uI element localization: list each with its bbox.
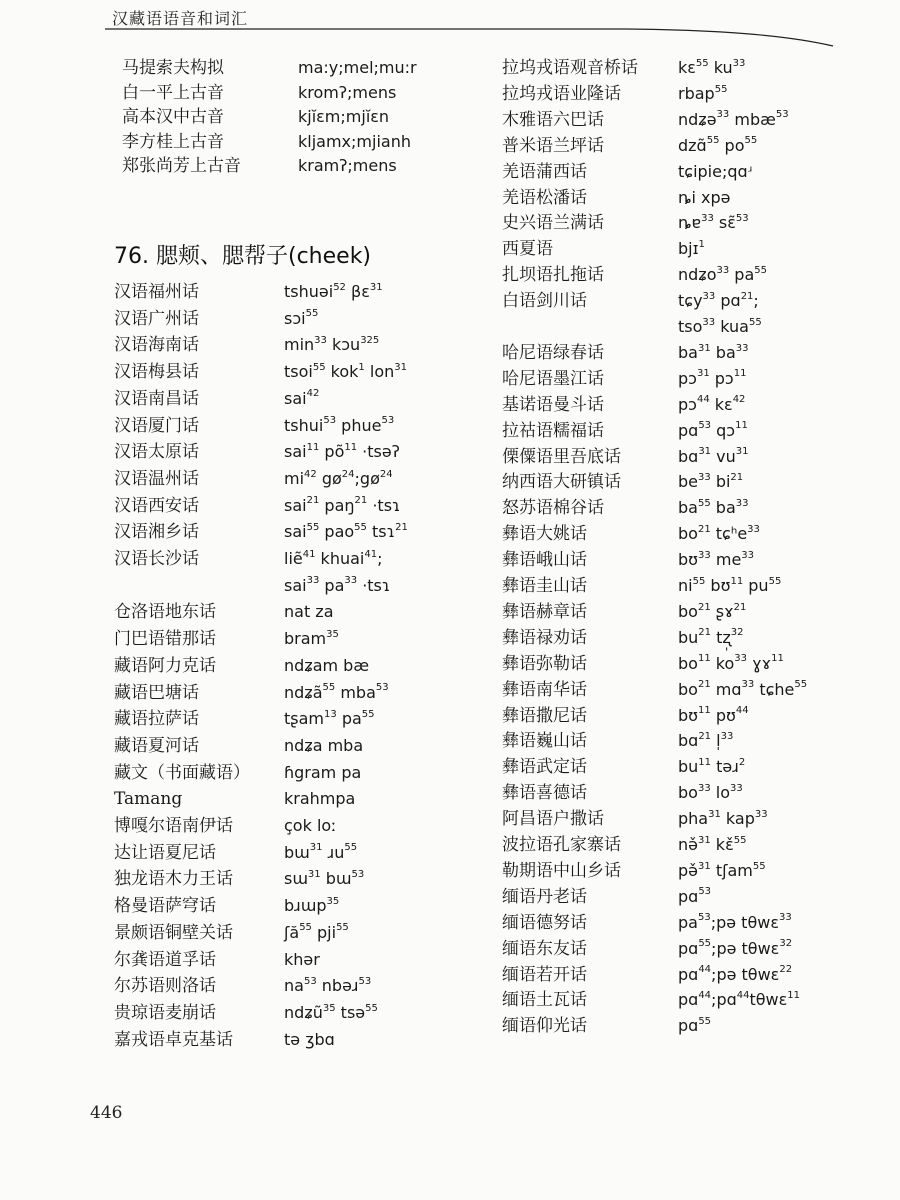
language-name: 拉坞戎语观音桥话 bbox=[502, 58, 638, 78]
language-name: 汉语湘乡话 bbox=[114, 522, 199, 543]
word-form: sai$^{33}$ $pa^{33}$ ·tsɿ bbox=[284, 575, 391, 595]
language-name: 缅语东友话 bbox=[502, 938, 587, 959]
word-form: tso$^{33}$ kua$^{55}$ bbox=[678, 316, 762, 336]
language-name: 勒期语中山乡话 bbox=[502, 860, 621, 881]
header-rule bbox=[105, 28, 835, 50]
language-name: 汉语长沙话 bbox=[114, 549, 199, 569]
word-form: tɕipie;qɑʴ bbox=[678, 161, 753, 181]
language-name: 史兴语兰满话 bbox=[502, 213, 604, 234]
word-form: khər bbox=[284, 949, 320, 969]
language-name: 藏文（书面藏语） bbox=[114, 762, 250, 783]
language-name: 西夏语 bbox=[502, 239, 553, 260]
language-name: 藏语夏河话 bbox=[114, 735, 199, 756]
word-form: çok loː bbox=[284, 816, 337, 835]
word-form: kɛ$^{55}$ $ku^{33}$ bbox=[678, 57, 746, 77]
word-form: tə ʒbɑ bbox=[284, 1029, 335, 1049]
language-name: 汉语厦门话 bbox=[114, 415, 199, 436]
word-form: tshui$^{53}$ phue$^{53}$ bbox=[284, 415, 395, 435]
word-form: bɹɯp$^{35}$ bbox=[284, 895, 340, 916]
language-name: 羌语松潘话 bbox=[502, 187, 587, 208]
running-head: 汉藏语语音和词汇 bbox=[112, 9, 249, 28]
language-name: 拉祜语糯福话 bbox=[502, 420, 604, 441]
language-name: 普米语兰坪话 bbox=[502, 135, 604, 156]
section-title bbox=[114, 239, 371, 270]
word-form: $bo^{21}$ tɕʰe$^{33}$ bbox=[678, 523, 760, 544]
word-form: ȵi xpə bbox=[678, 187, 731, 207]
language-name: 汉语南昌话 bbox=[114, 388, 199, 409]
language-name: Tamang bbox=[114, 789, 183, 810]
language-name: 彝语武定话 bbox=[502, 757, 587, 778]
word-form: ndʑo$^{33}$ $pa^{55}$ bbox=[678, 264, 767, 285]
word-form: tsoi$^{55}$ kok$^1$ lon$^{31}$ bbox=[284, 361, 407, 382]
language-name: 基诺语曼斗话 bbox=[502, 394, 604, 415]
word-form: pɑ$^{44}$;pə tθwɛ$^{22}$ bbox=[678, 964, 793, 984]
word-form: tshuəi$^{52}$ βɛ$^{31}$ bbox=[284, 281, 383, 301]
word-form: $be^{33}$ $bi^{21}$ bbox=[678, 472, 744, 492]
word-form: pə̌$^{31}$ tʃam$^{55}$ bbox=[678, 860, 766, 880]
word-form: kromʔ;mens bbox=[298, 82, 397, 102]
word-form: $bu^{21}$ tʐ̩$^{32}$ bbox=[678, 627, 744, 647]
word-form: $bo^{21}$ ʂɤ$^{21}$ bbox=[678, 601, 747, 621]
language-name: 彝语圭山话 bbox=[502, 576, 587, 596]
language-name: 哈尼语墨江话 bbox=[502, 368, 604, 389]
word-form: kramʔ;mens bbox=[298, 156, 397, 175]
language-name: 纳西语大研镇话 bbox=[502, 472, 621, 493]
word-form: bjɪ$^1$ bbox=[678, 238, 705, 259]
word-form: pɑ$^{53}$ bbox=[678, 886, 712, 906]
word-form: $ba^{55}$ $ba^{33}$ bbox=[678, 497, 749, 518]
language-name: 哈尼语绿春话 bbox=[502, 342, 604, 363]
word-form: rbap$^{55}$ bbox=[678, 83, 728, 103]
language-name: 彝语撒尼话 bbox=[502, 705, 587, 726]
word-form: pɔ$^{44}$ kɛ$^{42}$ bbox=[678, 394, 746, 414]
word-form: ndʑũ$^{35}$ tsə$^{55}$ bbox=[284, 1002, 378, 1022]
language-name: 汉语广州话 bbox=[114, 308, 199, 329]
section-number: 76. bbox=[114, 244, 149, 269]
word-form: sai$^{55}$ pao$^{55}$ tsɿ$^{21}$ bbox=[284, 521, 408, 542]
word-form: krahmpa bbox=[284, 789, 356, 809]
language-name: 波拉语孔家寨话 bbox=[502, 835, 621, 855]
word-form: ȵɐ$^{33}$ sɛ̃$^{53}$ bbox=[678, 213, 749, 233]
language-name: 拉坞戎语业隆话 bbox=[502, 83, 621, 104]
language-name: 汉语西安话 bbox=[114, 495, 199, 516]
word-form: $bo^{33}$ $lo^{33}$ bbox=[678, 782, 743, 803]
word-form: kljamx;mjianh bbox=[298, 131, 411, 151]
language-name: 达让语夏尼话 bbox=[114, 842, 216, 863]
word-form: $ba^{31}$ $ba^{33}$ bbox=[678, 342, 749, 362]
word-form: ndʑə$^{33}$ mbæ$^{53}$ bbox=[678, 109, 789, 129]
word-form: ndʑa mba bbox=[284, 735, 364, 755]
word-form: bʊ$^{11}$ pʊ$^{44}$ bbox=[678, 705, 749, 725]
language-name: 缅语丹老话 bbox=[502, 886, 587, 907]
word-form: ndʑam bæ bbox=[284, 655, 370, 675]
word-form: bɑ$^{21}$ l̩$^{33}$ bbox=[678, 731, 734, 751]
language-name: 汉语海南话 bbox=[114, 335, 199, 356]
word-form: pɑ$^{53}$ qɔ$^{11}$ bbox=[678, 420, 748, 440]
language-name: 藏语巴塘话 bbox=[114, 682, 199, 703]
language-name: 羌语蒲西话 bbox=[502, 161, 587, 182]
language-name: 汉语太原话 bbox=[114, 442, 199, 463]
word-form: $bo^{11}$ $ko^{33}$ ɣɤ$^{11}$ bbox=[678, 653, 784, 673]
word-form: tʂam$^{13}$ $pa^{55}$ bbox=[284, 708, 375, 729]
language-name: 尔苏语则洛话 bbox=[114, 976, 216, 997]
language-name: 缅语若开话 bbox=[502, 964, 587, 985]
language-name: 怒苏语棉谷话 bbox=[502, 498, 604, 519]
language-name: 嘉戎语卓克基话 bbox=[114, 1029, 233, 1050]
section-heading: 腮颊、腮帮子(cheek) bbox=[156, 244, 372, 269]
language-name: 缅语仰光话 bbox=[502, 1016, 587, 1037]
language-name: 缅语土瓦话 bbox=[502, 990, 587, 1011]
word-form: $na^{53}$ nbəɹ$^{53}$ bbox=[284, 975, 372, 996]
language-name: 高本汉中古音 bbox=[122, 107, 224, 127]
word-form: ɦgram pa bbox=[284, 762, 362, 782]
language-name: 彝语弥勒话 bbox=[502, 653, 587, 674]
word-form: dzɑ̃$^{55}$ $po^{55}$ bbox=[678, 135, 758, 155]
language-name: 木雅语六巴话 bbox=[502, 109, 604, 130]
word-form: bɑ$^{31}$ $vu^{31}$ bbox=[678, 446, 749, 466]
word-form: ndʑã$^{55}$ mba$^{53}$ bbox=[284, 682, 389, 702]
language-name: 藏语拉萨话 bbox=[114, 709, 199, 730]
language-name: 彝语巍山话 bbox=[502, 731, 587, 752]
language-name: 藏语阿力克话 bbox=[114, 655, 216, 676]
word-form: sai$^{11}$ $põ^{11}$ ·tsəʔ bbox=[284, 441, 400, 462]
language-name: 白一平上古音 bbox=[122, 82, 224, 103]
language-name: 仓洛语地东话 bbox=[114, 602, 216, 623]
language-name: 彝语禄劝话 bbox=[502, 627, 587, 648]
language-name: 独龙语木力王话 bbox=[114, 869, 233, 890]
language-name: 彝语喜德话 bbox=[502, 783, 587, 804]
language-name: 彝语大姚话 bbox=[502, 524, 587, 545]
page-number: 446 bbox=[90, 1103, 123, 1123]
language-name: 马提索夫构拟 bbox=[122, 58, 224, 78]
language-name: 贵琼语麦崩话 bbox=[114, 1002, 216, 1023]
language-name: 格曼语萨穹话 bbox=[114, 896, 216, 917]
word-form: sai$^{42}$ bbox=[284, 388, 320, 408]
word-form: sɔi$^{55}$ bbox=[284, 308, 319, 328]
word-form: pɔ$^{31}$ pɔ$^{11}$ bbox=[678, 368, 747, 388]
language-name: 郑张尚芳上古音 bbox=[122, 156, 241, 176]
language-name: 傈僳语里吾底话 bbox=[502, 446, 621, 467]
language-name: 汉语福州话 bbox=[114, 282, 199, 302]
word-form: pɑ$^{44}$;pɑ$^{44}$tθwɛ$^{11}$ bbox=[678, 990, 801, 1010]
language-name: 汉语梅县话 bbox=[114, 362, 199, 383]
word-form: $ni^{55}$ bʊ$^{11}$ $pu^{55}$ bbox=[678, 575, 782, 595]
language-name: 彝语赫章话 bbox=[502, 601, 587, 622]
word-form: bɯ$^{31}$ ɹu$^{55}$ bbox=[284, 842, 358, 862]
word-form: pɑ$^{55}$ bbox=[678, 1015, 712, 1036]
word-form: $mi^{42}$ $gø^{24};gø^{24}$ bbox=[284, 468, 393, 488]
word-form: $bo^{21}$ mɑ$^{33}$ tɕhe$^{55}$ bbox=[678, 679, 808, 699]
language-name: 扎坝语扎拖话 bbox=[502, 265, 604, 286]
word-form: $pa^{53};pə$ tθwɛ$^{33}$ bbox=[678, 912, 792, 932]
word-form: bram$^{35}$ bbox=[284, 628, 339, 649]
word-form: $bu^{11}$ təɹ$^2$ bbox=[678, 756, 746, 777]
language-name: 门巴语错那话 bbox=[114, 629, 216, 650]
language-name: 汉语温州话 bbox=[114, 468, 199, 489]
word-form: sai$^{21}$ paŋ$^{21}$ ·tsɿ bbox=[284, 495, 401, 515]
language-name: 博嘎尔语南伊话 bbox=[114, 816, 233, 836]
word-form: ʃă$^{55}$ pji$^{55}$ bbox=[284, 922, 349, 942]
language-name: 阿昌语户撒话 bbox=[502, 809, 604, 830]
language-name: 彝语峨山话 bbox=[502, 550, 587, 571]
word-form: kjĭɛm;mjĭɛn bbox=[298, 107, 390, 126]
language-name: 缅语德努话 bbox=[502, 912, 587, 933]
word-form: pɑ$^{55}$;pə tθwɛ$^{32}$ bbox=[678, 938, 793, 958]
word-form: $\min^{33}$ kɔu$^{325}$ bbox=[284, 335, 380, 355]
word-form: nat za bbox=[284, 602, 334, 622]
language-name: 白语剑川话 bbox=[502, 291, 587, 312]
word-form: bʊ$^{33}$ $me^{33}$ bbox=[678, 549, 755, 570]
language-name: 李方桂上古音 bbox=[122, 131, 224, 152]
word-form: sɯ$^{31}$ bɯ$^{53}$ bbox=[284, 869, 365, 889]
language-name: 尔龚语道孚话 bbox=[114, 949, 216, 970]
word-form: tɕy$^{33}$ pɑ$^{21}$; bbox=[678, 290, 759, 311]
word-form: liẽ$^{41}$ khuai$^{41}$; bbox=[284, 548, 383, 568]
word-form: nə̌$^{31}$ kɛ̌$^{55}$ bbox=[678, 834, 747, 854]
language-name: 景颇语铜壁关话 bbox=[114, 922, 233, 943]
language-name: 彝语南华话 bbox=[502, 679, 587, 700]
word-form: ma:y;mel;mu:r bbox=[298, 58, 417, 77]
word-form: pha$^{31}$ kap$^{33}$ bbox=[678, 808, 768, 829]
